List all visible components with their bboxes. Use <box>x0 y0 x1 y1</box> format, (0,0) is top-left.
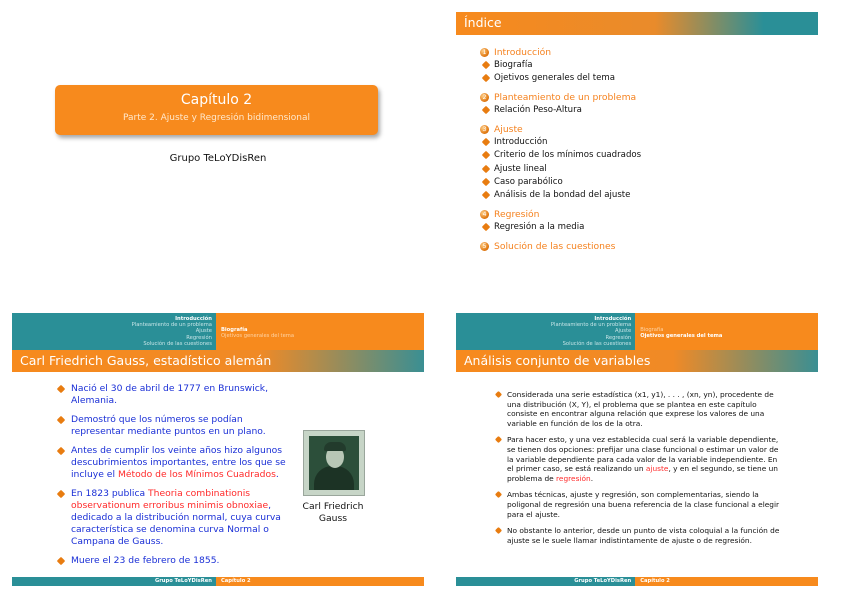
list-item <box>58 414 294 438</box>
toc-section-label: Planteamiento de un problema <box>494 91 637 103</box>
toc-subsection-label: Criterio de los mínimos cuadrados <box>494 150 642 161</box>
title-block <box>55 85 378 135</box>
nav-section-link[interactable]: Ajuste <box>614 328 632 335</box>
list-item <box>496 526 784 545</box>
toc-section[interactable] <box>480 241 641 253</box>
nav-section-link[interactable]: Solución de las cuestiones <box>143 340 212 347</box>
diamond-bullet-icon <box>57 416 65 424</box>
diamond-bullet-icon <box>482 74 490 82</box>
nav-subsections <box>635 313 818 350</box>
toc-subsection-label: Ojetivos generales del tema <box>494 72 616 83</box>
toc-section-label: Ajuste <box>494 124 523 136</box>
footer-author[interactable]: Grupo TeLoYDisRen <box>456 577 635 586</box>
gauss-portrait-image <box>303 430 365 496</box>
list-item-text <box>507 390 784 428</box>
list-item-text <box>71 445 294 481</box>
toc-subsection[interactable] <box>480 71 641 84</box>
list-item <box>496 490 784 519</box>
diamond-bullet-icon <box>57 385 65 393</box>
footer-author[interactable]: Grupo TeLoYDisRen <box>12 577 216 586</box>
text-run: ), procedente de una distribución (X, Y), el problema que se plantea en este capítulo consiste en encontrar alguna relación que exprese los valores de una variable en función de los de la otra. <box>507 390 774 428</box>
text-run: , y en el segundo, se tiene un problema de <box>507 464 778 483</box>
frame-title-bar <box>456 350 818 372</box>
toc-subsection[interactable] <box>480 188 641 201</box>
toc-subsection-label: Caso parabólico <box>494 176 563 187</box>
text-run: n <box>707 390 713 399</box>
text-run: No obstante lo anterior, desde un punto de vista coloquial a la función de ajuste se le suele llamar indistintamente de ajuste o de regresión. <box>507 526 780 545</box>
toc-subsection[interactable] <box>480 162 641 175</box>
nav-subsection-link[interactable]: Ojetivos generales del tema <box>220 333 295 340</box>
toc-subsection-label: Introducción <box>494 137 548 148</box>
diamond-bullet-icon <box>495 491 502 498</box>
diamond-bullet-icon <box>495 391 502 398</box>
text-run: Considerada una serie estadística (x <box>507 390 642 399</box>
diamond-bullet-icon <box>482 106 490 114</box>
frame-title: Análisis conjunto de variables <box>464 353 651 368</box>
section-number-ball-icon: 1 <box>480 48 489 57</box>
list-item <box>58 555 294 567</box>
toc-subsection[interactable] <box>480 175 641 188</box>
footer-title[interactable]: Capítulo 2 <box>635 577 818 586</box>
portrait-caption: Carl Friedrich Gauss <box>302 501 364 524</box>
slide-title: Capítulo 2 <box>180 92 253 108</box>
toc-subsection[interactable] <box>480 221 641 234</box>
nav-subsection-link[interactable]: Biografía <box>220 327 248 333</box>
toc-subsection-label: Relación Peso-Altura <box>494 104 582 115</box>
text-run: . <box>590 473 594 483</box>
toc-subsection[interactable] <box>480 136 641 149</box>
list-item-text <box>71 488 294 548</box>
section-number-ball-icon: 2 <box>480 93 489 102</box>
toc-subsection-label: Biografía <box>494 59 533 70</box>
text-run: , y <box>646 390 656 399</box>
nav-sections <box>456 313 635 350</box>
text-run: Nació el 30 de abril de 1777 en Brunswick, Alemania. <box>71 383 269 406</box>
text-run: , y <box>698 390 708 399</box>
toc-section-label: Solución de las cuestiones <box>494 241 616 253</box>
list-item-text <box>507 490 784 519</box>
nav-section-link[interactable]: Ajuste <box>195 328 212 335</box>
diamond-bullet-icon <box>482 138 490 146</box>
text-run: Antes de cumplir los veinte años hizo algunos descubrimientos importantes, entre los que se incluye el <box>71 445 286 480</box>
nav-subsection-link[interactable]: Biografía <box>640 327 664 333</box>
nav-subsections <box>216 313 424 350</box>
footer <box>456 577 818 586</box>
highlighted-text: ajuste <box>645 464 669 474</box>
nav-section-link[interactable]: Solución de las cuestiones <box>562 340 632 347</box>
text-run: Ambas técnicas, ajuste y regresión, son complementarias, siendo la poligonal de regresión una buena referencia de la clase funcional a elegir para el ajuste. <box>507 490 780 519</box>
list-item <box>58 445 294 481</box>
diamond-bullet-icon <box>482 60 490 68</box>
text-run: 1 <box>641 390 647 399</box>
diamond-bullet-icon <box>482 191 490 199</box>
list-item-text <box>71 555 219 567</box>
text-run: En 1823 publica <box>71 488 149 499</box>
text-run: Para hacer esto, y una vez establecida cual será la variable dependiente, se tienen dos opciones: prefijar una clase funcional o estimar un valor de la variable dependiente para cada valor de la variable independiente. En el primer caso, se está realizando un <box>507 435 779 474</box>
diamond-bullet-icon <box>482 177 490 185</box>
list-item-text <box>507 435 784 483</box>
highlighted-text: Theoria combinationis observationum erroribus minimis obnoxiae <box>71 488 269 511</box>
toc-subsection[interactable] <box>480 58 641 71</box>
section-number-ball-icon: 4 <box>480 210 489 219</box>
nav-section-link[interactable]: Regresión <box>186 334 212 341</box>
nav-section-link[interactable]: Planteamiento de un problema <box>550 322 632 329</box>
toc-section[interactable] <box>480 91 641 103</box>
slide-subtitle: Parte 2. Ajuste y Regresión bidimensional <box>122 113 311 123</box>
index-slide <box>456 12 818 298</box>
table-of-contents <box>480 46 641 253</box>
toc-subsection-label: Análisis de la bondad del ajuste <box>494 189 631 200</box>
frame-title: Carl Friedrich Gauss, estadístico alemán <box>20 353 272 368</box>
biography-list <box>58 383 294 574</box>
toc-section[interactable] <box>480 209 641 221</box>
frame-title: Índice <box>464 15 502 30</box>
footer-title[interactable]: Capítulo 2 <box>216 577 424 586</box>
nav-section-link[interactable]: Introducción <box>594 316 632 322</box>
nav-section-link[interactable]: Planteamiento de un problema <box>131 322 212 329</box>
diamond-bullet-icon <box>57 447 65 455</box>
diamond-bullet-icon <box>57 557 65 565</box>
portrait-figure <box>309 436 359 490</box>
toc-subsection-label: Regresión a la media <box>494 222 585 233</box>
analysis-slide <box>456 313 818 586</box>
diamond-bullet-icon <box>57 490 65 498</box>
toc-section-label: Introducción <box>494 46 552 58</box>
section-number-ball-icon: 5 <box>480 242 489 251</box>
toc-section[interactable] <box>480 46 641 58</box>
frame-title-bar <box>12 350 424 372</box>
highlighted-text: Método de los Mínimos Cuadrados <box>117 469 276 480</box>
list-item <box>496 390 784 428</box>
author: Grupo TeLoYDisRen <box>169 153 267 164</box>
text-run: 1 <box>655 390 661 399</box>
highlighted-text: regresión <box>556 473 591 483</box>
analysis-list <box>496 390 784 552</box>
diamond-bullet-icon <box>482 151 490 159</box>
list-item <box>496 435 784 483</box>
list-item <box>58 488 294 548</box>
title-slide <box>12 12 424 298</box>
list-item-text <box>71 383 294 407</box>
navigation-bar <box>12 313 424 350</box>
text-run: n <box>693 390 699 399</box>
toc-section-label: Regresión <box>494 209 540 220</box>
text-run: Demostró que los números se podían representar mediante puntos en un plano. <box>71 414 266 437</box>
nav-subsection-link[interactable]: Ojetivos generales del tema <box>640 333 723 340</box>
gauss-slide <box>12 313 424 586</box>
nav-section-link[interactable]: Introducción <box>175 316 212 322</box>
diamond-bullet-icon <box>482 164 490 172</box>
nav-sections <box>12 313 216 350</box>
diamond-bullet-icon <box>482 223 490 231</box>
text-run: . <box>275 469 279 480</box>
section-number-ball-icon: 3 <box>480 125 489 134</box>
list-item-text <box>71 414 294 438</box>
diamond-bullet-icon <box>495 527 502 534</box>
footer <box>12 577 424 586</box>
frame-title-bar <box>456 12 818 35</box>
list-item-text <box>507 526 784 545</box>
toc-subsection[interactable] <box>480 149 641 162</box>
nav-section-link[interactable]: Regresión <box>605 334 632 341</box>
toc-subsection[interactable] <box>480 103 641 116</box>
toc-section[interactable] <box>480 124 641 136</box>
navigation-bar <box>456 313 818 350</box>
toc-subsection-label: Ajuste lineal <box>494 163 547 174</box>
list-item <box>58 383 294 407</box>
text-run: ), . . . , (x <box>660 390 694 399</box>
text-run: Muere el 23 de febrero de 1855. <box>71 555 220 566</box>
text-run: , dedicado a la distribución normal, cuya curva característica se denomina curva Normal o Campana de Gauss. <box>71 500 281 547</box>
diamond-bullet-icon <box>495 436 502 443</box>
